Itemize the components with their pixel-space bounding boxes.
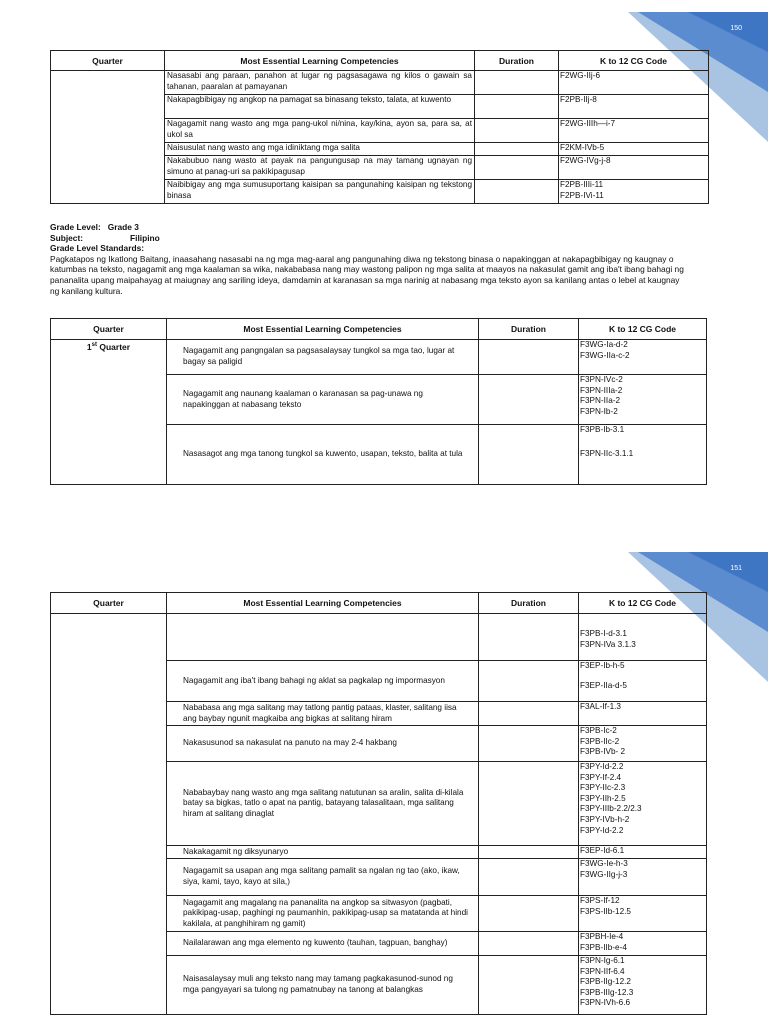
duration-cell bbox=[479, 726, 579, 762]
cg-code: F3PB-IIc-2 bbox=[580, 736, 620, 746]
header-code: K to 12 CG Code bbox=[579, 593, 707, 614]
cg-code: F2PB-IVi-11 bbox=[560, 190, 604, 200]
quarter-number: 1 bbox=[86, 341, 92, 352]
duration-cell bbox=[479, 956, 579, 1015]
cg-code: F3PB-IIIg-12.3 bbox=[580, 987, 634, 997]
cg-code: F3PN-IIIa-2 bbox=[580, 385, 623, 395]
competency-cell: Nagagamit ang naunang kaalaman o karanasan sa pag-unawa ng napakinggan at nabasang teksto bbox=[167, 375, 479, 425]
quarter-cell bbox=[51, 614, 167, 1015]
competency-cell: Nakasusunod sa nakasulat na panuto na may 2-4 hakbang bbox=[167, 726, 479, 762]
code-cell bbox=[559, 156, 709, 180]
code-cell bbox=[559, 119, 709, 143]
cg-code: F3WG-IIg-j-3 bbox=[580, 869, 628, 879]
quarter-word: Quarter bbox=[97, 341, 131, 352]
quarter-cell bbox=[51, 340, 167, 485]
header-duration: Duration bbox=[475, 51, 559, 71]
code-cell bbox=[579, 846, 707, 859]
header-code: K to 12 CG Code bbox=[559, 51, 709, 71]
cg-code: F3EP-IIa-d-5 bbox=[580, 680, 627, 690]
cg-code-spacer bbox=[580, 436, 705, 449]
cg-code: F3EP-Id-6.1 bbox=[580, 846, 625, 855]
duration-cell bbox=[475, 71, 559, 95]
cg-code: F3PN-Ib-2 bbox=[580, 406, 618, 416]
code-cell bbox=[579, 762, 707, 846]
subject-label: Subject: bbox=[50, 232, 84, 243]
cg-code: F3PY-IVb-h-2 bbox=[580, 814, 630, 824]
code-cell bbox=[579, 702, 707, 726]
table-header-row bbox=[51, 593, 707, 614]
cg-code: F3PB-IIb-e-4 bbox=[580, 942, 627, 952]
header-quarter: Quarter bbox=[51, 319, 167, 340]
page-gap bbox=[0, 512, 768, 540]
competency-cell: Nailalarawan ang mga elemento ng kuwento (tauhan, tagpuan, banghay) bbox=[167, 932, 479, 956]
page-number: 151 bbox=[730, 565, 742, 572]
code-cell bbox=[579, 375, 707, 425]
cg-code: F3PB-IIg-12.2 bbox=[580, 977, 631, 987]
competency-cell: Nagagamit sa usapan ang mga salitang pamalit sa ngalan ng tao (ako, ikaw, siya, kami, tayo, kayo at sila,) bbox=[167, 859, 479, 896]
code-cell bbox=[579, 614, 707, 661]
table-row bbox=[51, 340, 707, 375]
header-duration: Duration bbox=[479, 319, 579, 340]
cg-code: F2WG-IIIh—i-7 bbox=[560, 119, 616, 128]
cg-code: F3PB-Ic-2 bbox=[580, 726, 617, 735]
cg-code: F3PN-IVc-2 bbox=[580, 375, 623, 384]
cg-code: F2PB-IIj-8 bbox=[560, 95, 597, 104]
competency-table-grade3-continued bbox=[50, 592, 707, 1015]
competency-cell: Naisasalaysay muli ang teksto nang may tamang pagkakasunod-sunod ng mga pangyayari sa tulong ng pamatnubay na tanong at balangkas bbox=[167, 956, 479, 1015]
table-header-row bbox=[51, 51, 709, 71]
cg-code: F3PBH-Ie-4 bbox=[580, 932, 624, 941]
cg-code: F3PY-IIc-2.3 bbox=[580, 783, 626, 793]
cg-code: F3PS-IIb-12.5 bbox=[580, 906, 631, 916]
cg-code: F3PB-IVb- 2 bbox=[580, 747, 626, 757]
competency-cell: Nakabubuo nang wasto at payak na pangungusap na may tamang ugnayan ng simuno at panag-uri sa pakikipagusap bbox=[165, 156, 475, 180]
duration-cell bbox=[479, 340, 579, 375]
cg-code: F3PN-IVh-6.6 bbox=[580, 998, 631, 1008]
cg-code: F2PB-IIIi-11 bbox=[560, 180, 604, 189]
header-competencies: Most Essential Learning Competencies bbox=[167, 319, 479, 340]
header-competencies: Most Essential Learning Competencies bbox=[167, 593, 479, 614]
cg-code: F2WG-IVg-j-8 bbox=[560, 156, 611, 165]
cg-code: F3PN-IIa-2 bbox=[580, 396, 621, 406]
code-cell bbox=[579, 956, 707, 1015]
duration-cell bbox=[479, 661, 579, 702]
duration-cell bbox=[479, 859, 579, 896]
competency-table-grade2 bbox=[50, 50, 709, 204]
grade-level-info bbox=[50, 222, 690, 296]
competency-cell: Nakakagamit ng diksyunaryo bbox=[167, 846, 479, 859]
cg-code: F3EP-Ib-h-5 bbox=[580, 661, 625, 670]
page-number: 150 bbox=[730, 25, 742, 32]
table-row bbox=[51, 71, 709, 95]
competency-cell: Nagagamit ang pangngalan sa pagsasalaysay tungkol sa mga tao, lugar at bagay sa paligid bbox=[167, 340, 479, 375]
code-cell bbox=[579, 425, 707, 485]
grade-level-value: Grade 3 bbox=[107, 222, 139, 232]
header-quarter: Quarter bbox=[51, 593, 167, 614]
cg-code: F3PB-Ib-3.1 bbox=[580, 425, 625, 434]
competency-cell: Nasasabi ang paraan, panahon at lugar ng pagsasagawa ng kilos o gawain sa tahanan, paaralan at pamayanan bbox=[165, 71, 475, 95]
code-cell bbox=[559, 143, 709, 156]
duration-cell bbox=[479, 375, 579, 425]
header-duration: Duration bbox=[479, 593, 579, 614]
competency-cell: Naisusulat nang wasto ang mga idiniktang mga salita bbox=[165, 143, 475, 156]
competency-cell: Naibibigay ang mga sumusuportang kaisipan sa pangunahing kaisipan ng tekstong binasa bbox=[165, 180, 475, 204]
competency-cell bbox=[167, 614, 479, 661]
duration-cell bbox=[479, 762, 579, 846]
duration-cell bbox=[479, 702, 579, 726]
duration-cell bbox=[479, 932, 579, 956]
cg-code: F3WG-Ia-d-2 bbox=[580, 340, 628, 349]
duration-cell bbox=[475, 180, 559, 204]
code-cell bbox=[559, 180, 709, 204]
cg-code: F3PB-I-d-3.1 bbox=[580, 629, 627, 639]
table-header-row bbox=[51, 319, 707, 340]
cg-code: F3WG-Ie-h-3 bbox=[580, 859, 628, 868]
competency-cell: Nakapagbibigay ng angkop na pamagat sa binasang teksto, talata, at kuwento bbox=[165, 95, 475, 119]
cg-code: F3PN-Ig-6.1 bbox=[580, 956, 625, 965]
quarter-cell bbox=[51, 71, 165, 204]
duration-cell bbox=[475, 156, 559, 180]
cg-code: F3PN-IIf-6.4 bbox=[580, 966, 625, 976]
duration-cell bbox=[475, 119, 559, 143]
code-cell bbox=[559, 95, 709, 119]
duration-cell bbox=[475, 143, 559, 156]
code-cell bbox=[579, 661, 707, 702]
subject-value: Filipino bbox=[130, 232, 160, 243]
cg-code: F3PS-If-12 bbox=[580, 896, 620, 905]
duration-cell bbox=[479, 896, 579, 932]
cg-code: F2KM-IVb-5 bbox=[560, 143, 605, 152]
competency-cell: Nagagamit ang iba't ibang bahagi ng aklat sa pagkalap ng impormasyon bbox=[167, 661, 479, 702]
duration-cell bbox=[475, 95, 559, 119]
cg-code: F3PN-IIc-3.1.1 bbox=[580, 448, 634, 458]
cg-code: F3PY-If-2.4 bbox=[580, 772, 622, 782]
cg-code: F3PY-Id-2.2 bbox=[580, 762, 624, 771]
cg-code: F3WG-IIa-c-2 bbox=[580, 350, 630, 360]
competency-table-grade3 bbox=[50, 318, 707, 485]
cg-code: F2WG-IIj-6 bbox=[560, 71, 601, 80]
header-competencies: Most Essential Learning Competencies bbox=[165, 51, 475, 71]
quarter-suffix: st bbox=[91, 342, 97, 348]
standards-label: Grade Level Standards: bbox=[50, 243, 145, 254]
code-cell bbox=[579, 859, 707, 896]
cg-code: F3PY-IIIb-2.2/2.3 bbox=[580, 804, 642, 814]
header-quarter: Quarter bbox=[51, 51, 165, 71]
code-cell bbox=[559, 71, 709, 95]
competency-cell: Nasasagot ang mga tanong tungkol sa kuwento, usapan, teksto, balita at tula bbox=[167, 425, 479, 485]
cg-code: F3PN-IVa 3.1.3 bbox=[580, 640, 636, 649]
grade-level-label: Grade Level: bbox=[50, 222, 101, 232]
code-cell bbox=[579, 340, 707, 375]
duration-cell bbox=[479, 614, 579, 661]
duration-cell bbox=[479, 425, 579, 485]
code-cell bbox=[579, 932, 707, 956]
standards-text: Pagkatapos ng Ikatlong Baitang, inaasahang nasasabi na ng mga mag-aaral ang pangunahing diwa ng tekstong binasa o napakinggan at nakapagbibigay ng kaugnay o katumbas na teksto, nagagamit ang mga kaalaman sa wika, nakababasa nang may wastong palipon ng mga salita at maayos na nakasulat gamit ang iba't ibang bahagi ng pananalita upang maipahayag at maiugnay ang sariling ideya, damdamin at karanasan sa mga narinig at nabasang mga teksto ayon sa kanilang antas o lebel at kaugnay ng kanilang kultura. bbox=[50, 253, 684, 296]
competency-cell: Nababaybay nang wasto ang mga salitang natutunan sa aralin, salita di-kilala batay sa bigkas, tatlo o apat na pantig, batayang talasalitaan, mga salitang hiram at salitang dinaglat bbox=[167, 762, 479, 846]
competency-cell: Nagagamit ang magalang na pananalita na angkop sa sitwasyon (pagbati, pakikipag-usap, paghingi ng paumanhin, pakikipag-usap sa matatanda at hindi kakilala, at panghihiram ng gamit) bbox=[167, 896, 479, 932]
cg-code-spacer bbox=[580, 672, 705, 681]
duration-cell bbox=[479, 846, 579, 859]
code-cell bbox=[579, 896, 707, 932]
cg-code: F3PY-IIh-2.5 bbox=[580, 793, 626, 803]
competency-cell: Nababasa ang mga salitang may tatlong pantig pataas, klaster, salitang iisa ang baybay ngunit magkaiba ang bigkas at salitang hiram bbox=[167, 702, 479, 726]
table-row bbox=[51, 614, 707, 661]
cg-code: F3PY-Id-2.2 bbox=[580, 825, 624, 835]
header-code: K to 12 CG Code bbox=[579, 319, 707, 340]
cg-code: F3AL-If-1.3 bbox=[580, 702, 621, 711]
competency-cell: Nagagamit nang wasto ang mga pang-ukol ni/nina, kay/kina, ayon sa, para sa, at ukol sa bbox=[165, 119, 475, 143]
code-cell bbox=[579, 726, 707, 762]
